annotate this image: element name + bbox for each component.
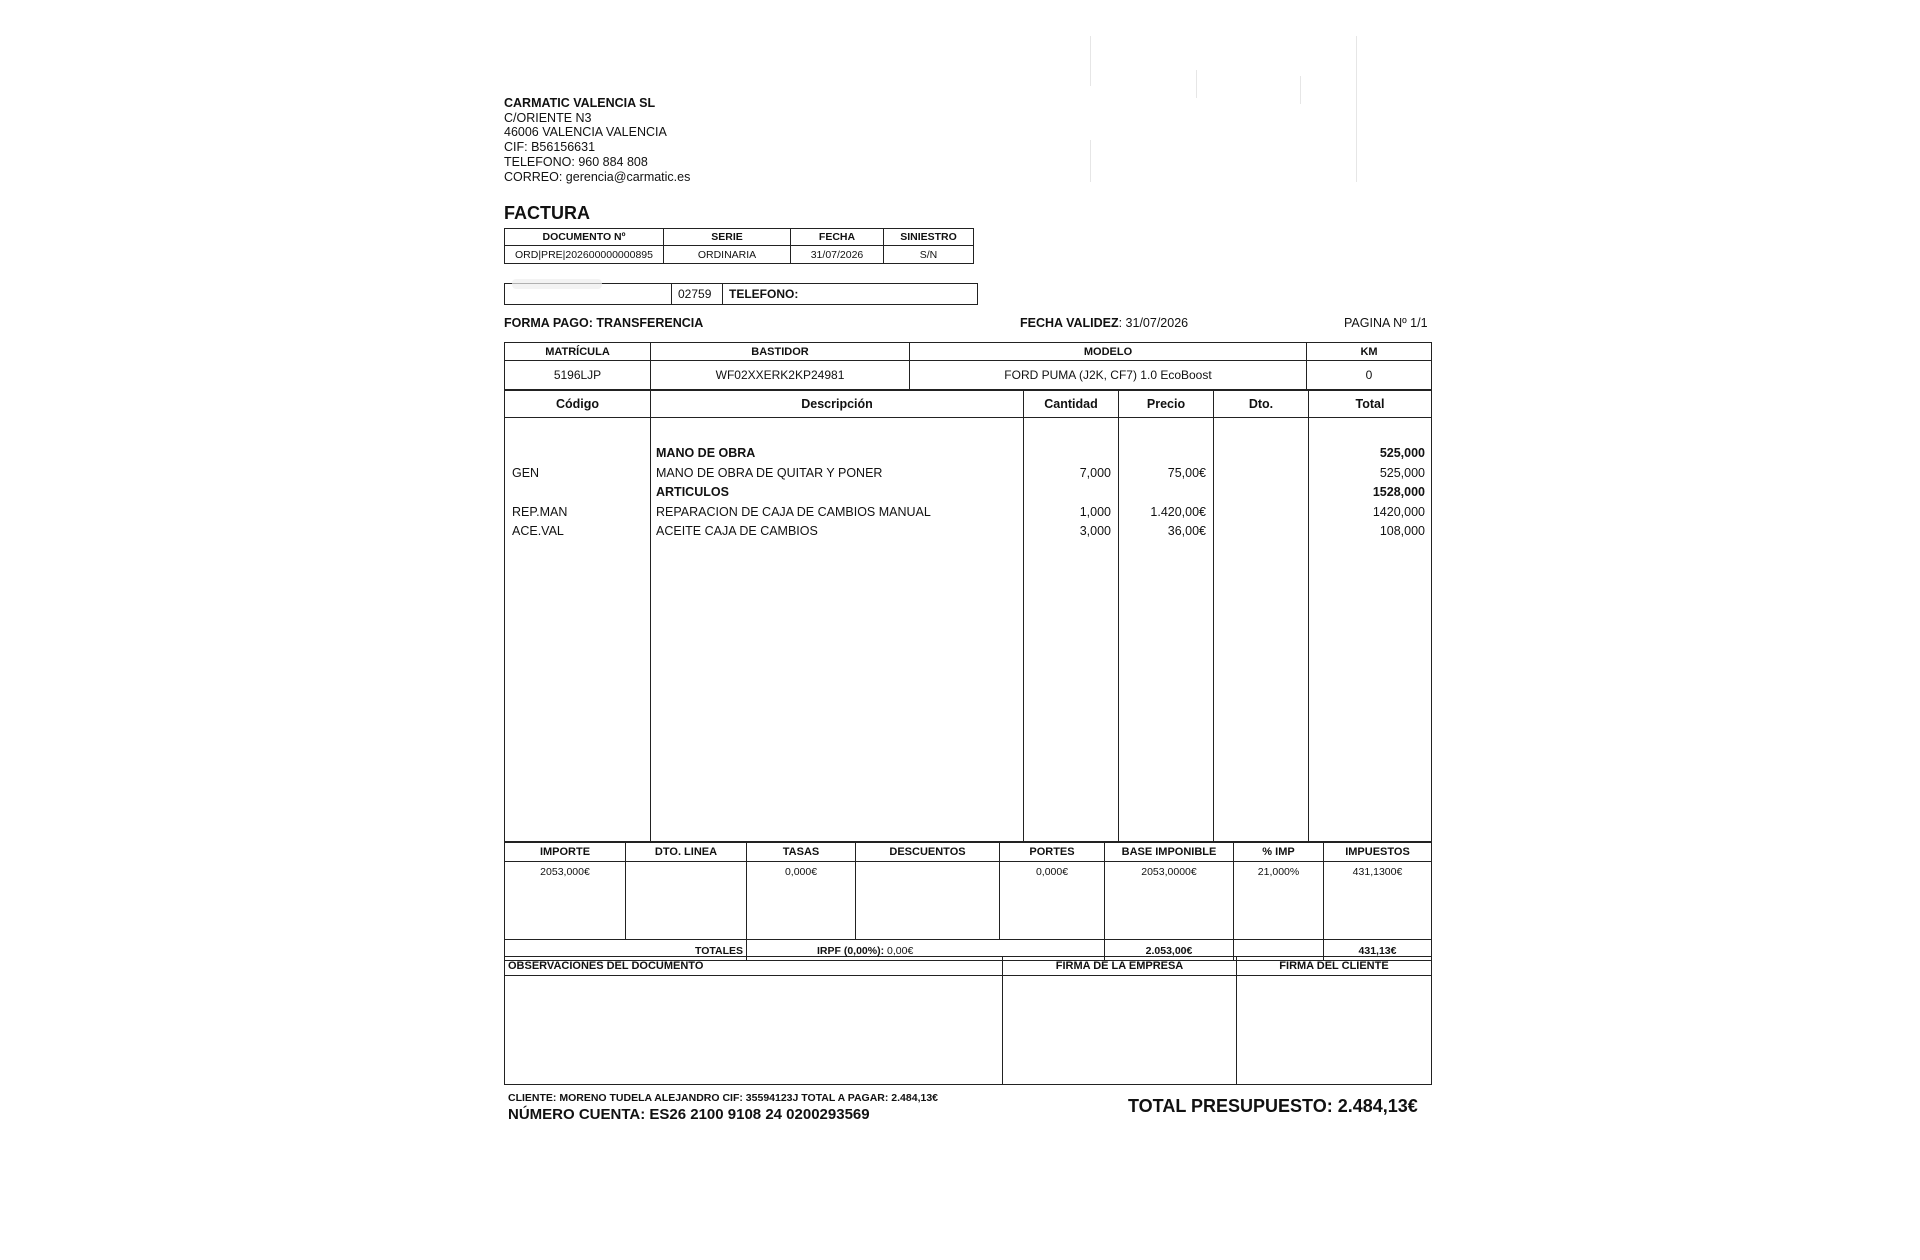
col-dto: Dto.	[1214, 391, 1309, 418]
line-description: ARTICULOS	[656, 485, 729, 500]
document-header-table	[504, 228, 974, 264]
fecha-validez	[1020, 316, 1188, 330]
siniestro-value: S/N	[884, 246, 974, 264]
dto-cell	[1214, 418, 1309, 842]
importe-value: 2053,000€	[505, 862, 626, 940]
company-address: C/ORIENTE N3	[504, 110, 592, 125]
col-base-imponible: BASE IMPONIBLE	[1105, 843, 1234, 862]
col-impuestos: IMPUESTOS	[1324, 843, 1432, 862]
client-phone-label: TELEFONO:	[723, 284, 978, 305]
col-fecha: FECHA	[791, 229, 884, 246]
total-cell	[1309, 418, 1432, 842]
col-descripcion: Descripción	[651, 391, 1024, 418]
line-total: 1528,000	[1372, 485, 1425, 500]
col-tasas: TASAS	[747, 843, 856, 862]
footer-cuenta: NÚMERO CUENTA: ES26 2100 9108 24 0200293569	[508, 1106, 870, 1123]
col-total: Total	[1309, 391, 1432, 418]
descuentos-value	[856, 862, 1000, 940]
serie-value: ORDINARIA	[664, 246, 791, 264]
col-bastidor: BASTIDOR	[651, 343, 910, 361]
modelo-value: FORD PUMA (J2K, CF7) 1.0 EcoBoost	[910, 361, 1307, 390]
company-cif: CIF: B56156631	[504, 140, 596, 155]
fecha-validez-value: : 31/07/2026	[1118, 316, 1189, 330]
col-codigo: Código	[505, 391, 651, 418]
line-description: MANO DE OBRA	[656, 446, 756, 460]
col-pct-imp: % IMP	[1234, 843, 1324, 862]
page-number: PAGINA Nº 1/1	[1344, 316, 1428, 330]
pct-imp-value: 21,000%	[1234, 862, 1324, 940]
impuestos-total: 431,13€	[1324, 940, 1432, 961]
scan-artifact	[1090, 36, 1091, 86]
irpf-label: IRPF (0,00%):	[817, 945, 885, 957]
bastidor-value: WF02XXERK2KP24981	[651, 361, 910, 390]
line-description: ACEITE CAJA DE CAMBIOS	[656, 524, 818, 539]
line-quantity: 7,000	[1079, 465, 1111, 480]
descripcion-cell	[651, 418, 1024, 842]
col-descuentos: DESCUENTOS	[856, 843, 1000, 862]
firma-empresa-header: FIRMA DE LA EMPRESA	[1003, 957, 1237, 976]
line-code: REP.MAN	[512, 504, 568, 519]
line-quantity: 3,000	[1079, 524, 1111, 539]
redaction-mark	[512, 279, 602, 289]
observations-table	[504, 956, 1432, 1085]
documento-value: ORD|PRE|202600000000895	[505, 246, 664, 264]
line-description: MANO DE OBRA DE QUITAR Y PONER	[656, 465, 883, 480]
line-quantity: 1,000	[1079, 504, 1111, 519]
km-value: 0	[1307, 361, 1432, 390]
col-serie: SERIE	[664, 229, 791, 246]
footer-cliente: CLIENTE: MORENO TUDELA ALEJANDRO CIF: 35594123J TOTAL A PAGAR: 2.484,13€	[508, 1092, 939, 1104]
line-total: 525,000	[1379, 465, 1425, 480]
base-total: 2.053,00€	[1105, 940, 1234, 961]
base-imponible-value: 2053,0000€	[1105, 862, 1234, 940]
fecha-validez-label: FECHA VALIDEZ	[1020, 316, 1119, 330]
irpf-value: 0,00€	[887, 945, 914, 957]
totals-table	[504, 842, 1432, 961]
col-modelo: MODELO	[910, 343, 1307, 361]
col-siniestro: SINIESTRO	[884, 229, 974, 246]
precio-cell	[1119, 418, 1214, 842]
impuestos-value: 431,1300€	[1324, 862, 1432, 940]
line-code: ACE.VAL	[512, 524, 564, 539]
scan-artifact	[1356, 36, 1357, 182]
line-price: 1.420,00€	[1150, 504, 1206, 519]
observaciones-header: OBSERVACIONES DEL DOCUMENTO	[505, 957, 1003, 976]
tasas-value: 0,000€	[747, 862, 856, 940]
line-total: 525,000	[1379, 446, 1425, 460]
line-code: GEN	[512, 465, 540, 480]
company-block	[504, 96, 690, 184]
col-precio: Precio	[1119, 391, 1214, 418]
scan-artifact	[1196, 70, 1197, 98]
portes-value: 0,000€	[1000, 862, 1105, 940]
scan-artifact	[1300, 76, 1301, 104]
forma-pago: FORMA PAGO: TRANSFERENCIA	[504, 316, 704, 330]
company-email: CORREO: gerencia@carmatic.es	[504, 169, 691, 184]
document-title: FACTURA	[504, 203, 590, 223]
col-km: KM	[1307, 343, 1432, 361]
line-price: 36,00€	[1167, 524, 1206, 539]
vehicle-table	[504, 342, 1432, 390]
col-matricula: MATRÍCULA	[505, 343, 651, 361]
col-dto-linea: DTO. LINEA	[626, 843, 747, 862]
line-description: REPARACION DE CAJA DE CAMBIOS MANUAL	[656, 504, 931, 519]
fecha-value: 31/07/2026	[791, 246, 884, 264]
totales-label: TOTALES	[505, 940, 747, 961]
company-phone: TELEFONO: 960 884 808	[504, 154, 648, 169]
col-documento: DOCUMENTO Nº	[505, 229, 664, 246]
dto-linea-value	[626, 862, 747, 940]
matricula-value: 5196LJP	[505, 361, 651, 390]
firma-empresa-box	[1003, 976, 1237, 1085]
col-importe: IMPORTE	[505, 843, 626, 862]
line-items-table	[504, 390, 1432, 842]
observaciones-box	[505, 976, 1003, 1085]
cantidad-cell	[1024, 418, 1119, 842]
line-price: 75,00€	[1167, 465, 1206, 480]
scan-artifact	[1090, 140, 1091, 182]
line-total: 1420,000	[1372, 504, 1425, 519]
client-code: 02759	[672, 284, 723, 305]
company-city: 46006 VALENCIA VALENCIA	[504, 125, 667, 140]
codigo-cell	[505, 418, 651, 842]
footer-total-presupuesto: TOTAL PRESUPUESTO: 2.484,13€	[1128, 1096, 1418, 1116]
firma-cliente-header: FIRMA DEL CLIENTE	[1237, 957, 1432, 976]
company-name: CARMATIC VALENCIA SL	[504, 96, 656, 110]
col-cantidad: Cantidad	[1024, 391, 1119, 418]
line-total: 108,000	[1379, 524, 1425, 539]
firma-cliente-box	[1237, 976, 1432, 1085]
col-portes: PORTES	[1000, 843, 1105, 862]
